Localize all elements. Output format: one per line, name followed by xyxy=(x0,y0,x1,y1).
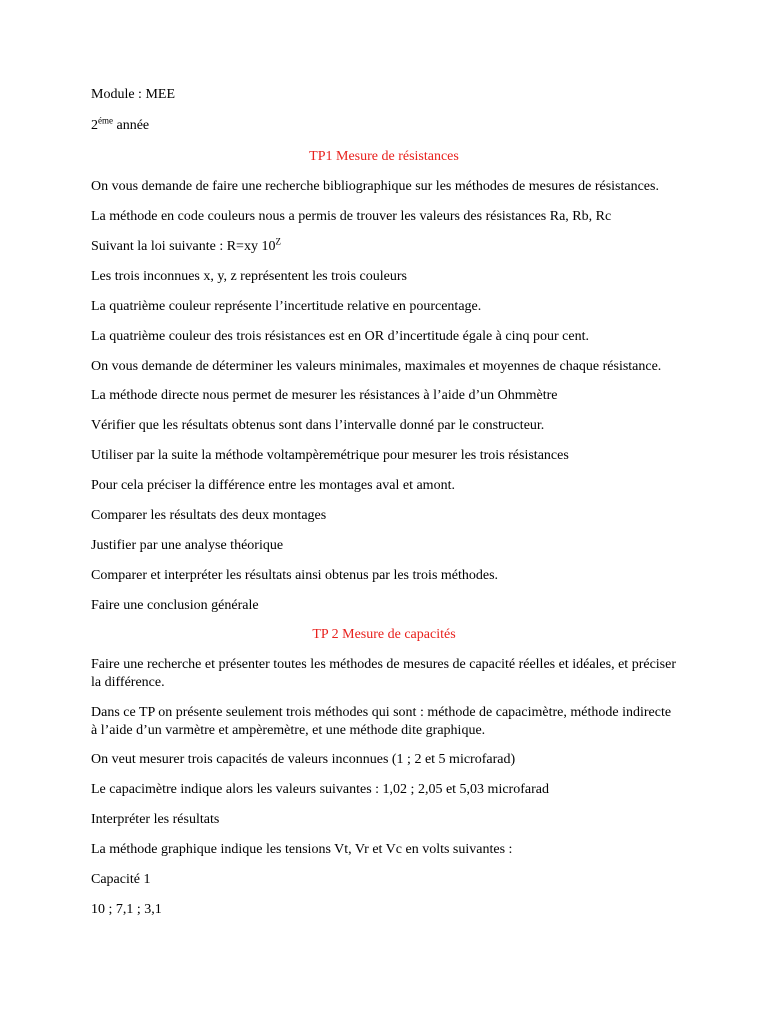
tp1-paragraph-5: La quatrième couleur représente l’incertitude relative en pourcentage. xyxy=(91,299,482,314)
tp1-paragraph-11: Pour cela préciser la différence entre les montages aval et amont. xyxy=(91,478,455,493)
tp2-title: TP 2 Mesure de capacités xyxy=(312,627,456,642)
tp2-paragraph-3: On veut mesurer trois capacités de valeurs inconnues (1 ; 2 et 5 microfarad) xyxy=(91,752,516,767)
tp1-paragraph-12: Comparer les résultats des deux montages xyxy=(91,508,327,523)
tp2-paragraph-7: Capacité 1 xyxy=(91,872,151,887)
year-line xyxy=(91,117,678,135)
tp2-paragraph-1: Faire une recherche et présenter toutes les méthodes de mesures de capacité réelles et idéales, et préciser la différence. xyxy=(91,657,676,690)
tp1-formula-line xyxy=(91,238,678,256)
tp2-paragraph-8: 10 ; 7,1 ; 3,1 xyxy=(91,902,162,917)
tp2-paragraph-4: Le capacimètre indique alors les valeurs suivantes : 1,02 ; 2,05 et 5,03 microfarad xyxy=(91,782,549,797)
tp2-paragraph-6: La méthode graphique indique les tensions Vt, Vr et Vc en volts suivantes : xyxy=(91,842,513,857)
tp1-paragraph-9: Vérifier que les résultats obtenus sont dans l’intervalle donné par le constructeur. xyxy=(91,418,545,433)
tp2-paragraph-2: Dans ce TP on présente seulement trois méthodes qui sont : méthode de capacimètre, méthode indirecte à l’aide d’un varmètre et ampèremètre, et une méthode dite graphique. xyxy=(91,705,672,738)
formula-text: Suivant la loi suivante : R=xy 10 xyxy=(91,239,276,254)
tp1-paragraph-7: On vous demande de déterminer les valeurs minimales, maximales et moyennes de chaque résistance. xyxy=(91,359,662,374)
tp1-paragraph-15: Faire une conclusion générale xyxy=(91,598,259,613)
module-line: Module : MEE xyxy=(91,87,175,102)
tp1-paragraph-8: La méthode directe nous permet de mesurer les résistances à l’aide d’un Ohmmètre xyxy=(91,388,558,403)
formula-exponent: Z xyxy=(275,236,281,247)
tp1-paragraph-2: La méthode en code couleurs nous a permis de trouver les valeurs des résistances Ra, Rb, Rc xyxy=(91,209,612,224)
tp1-paragraph-13: Justifier par une analyse théorique xyxy=(91,538,284,553)
tp1-paragraph-4: Les trois inconnues x, y, z représentent les trois couleurs xyxy=(91,269,407,284)
tp1-paragraph-1: On vous demande de faire une recherche bibliographique sur les méthodes de mesures de résistances. xyxy=(91,179,659,194)
year-number: 2 xyxy=(91,118,98,133)
tp2-paragraph-5: Interpréter les résultats xyxy=(91,812,220,827)
tp1-title: TP1 Mesure de résistances xyxy=(309,149,459,164)
tp1-paragraph-14: Comparer et interpréter les résultats ainsi obtenus par les trois méthodes. xyxy=(91,568,499,583)
year-superscript: éme xyxy=(98,115,113,126)
tp1-paragraph-10: Utiliser par la suite la méthode voltampèremétrique pour mesurer les trois résistances xyxy=(91,448,569,463)
tp1-paragraph-6: La quatrième couleur des trois résistances est en OR d’incertitude égale à cinq pour cent. xyxy=(91,329,589,344)
year-word: année xyxy=(113,118,150,133)
